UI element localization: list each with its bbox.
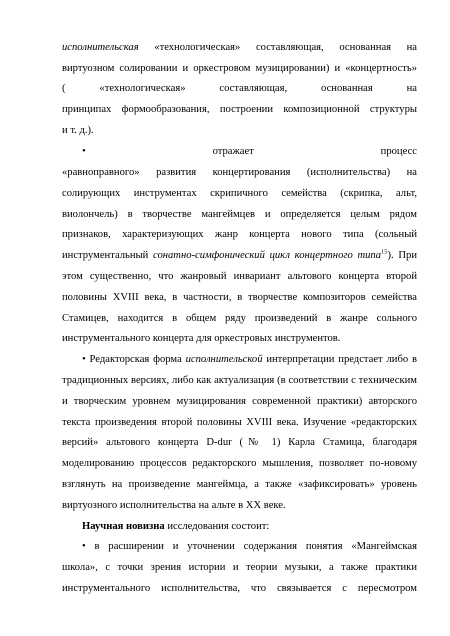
text-line-12: этом существенно, что жанровый инвариант альтового концерта второй xyxy=(62,271,417,282)
text-line-10: признаков, характеризующих жанр концерта нового типа (сольный xyxy=(62,229,417,240)
footnote-ref[interactable]: 15 xyxy=(381,248,388,256)
text-line-21: моделированию процессов редакторского мышления, позволяет по-новому xyxy=(62,458,417,469)
text-line-26: школа», с точки зрения истории и теории музыки, а также практики xyxy=(62,562,417,573)
text-line-8: солирующих инструментах скрипичного семейства (скрипка, альт, xyxy=(62,188,417,199)
text-line-27: инструментального исполнительства, что связывается с пересмотром xyxy=(62,583,417,594)
section-heading: Научная новизна xyxy=(82,521,165,532)
text-line-25: • в расширении и уточнении содержания понятия «Мангеймская xyxy=(82,541,417,552)
text-line-24: Научная новизна исследования состоит: xyxy=(82,521,270,532)
text-line-15: инструментального концерта для оркестровых инструментов. xyxy=(62,333,341,344)
text-line-14: Стамицев, находится в общем ряду произведений в жанре сольного xyxy=(62,313,417,324)
text-line-17: традиционных версиях, либо как актуализация (в соответствии с техническим xyxy=(62,375,417,386)
text-line-22: взглянуть на произведение мангеймца, а также «зафиксировать» уровень xyxy=(62,479,417,490)
text-line-6: • отражает процесс xyxy=(82,146,417,157)
bullet-glyph: • xyxy=(82,146,86,157)
text-line-13: половины XVIII века, в частности, в творчестве композиторов семейства xyxy=(62,292,417,303)
text-line-19: текста произведения второй половины XVIII века. Изучение «редакторских xyxy=(62,417,417,428)
text-line-2: виртуозном солировании и оркестровом музицировании) и «концертность» xyxy=(62,63,417,74)
text-line-23: виртуозного исполнительства на альте в XX веке. xyxy=(62,500,286,511)
text-line-4: принципах формообразования, построении композиционной структуры xyxy=(62,104,417,115)
text-line-11: инструментальный сонатно-симфонический цикл концертного типа$^{15}$). При xyxy=(62,248,418,261)
text-line-7: «равноправного» развития концертирования (исполнительства) на xyxy=(62,167,417,178)
text-line-9: виолончель) в творчестве мангеймцев и определяется целым рядом xyxy=(62,209,417,220)
text-line-18: и творческим уровнем музицирования современной практики) авторского xyxy=(62,396,417,407)
text-line-16: • Редакторская форма исполнительской интерпретации предстает либо в xyxy=(82,354,417,365)
text-line-1: исполнительская «технологическая» составляющая, основанная на xyxy=(62,42,418,53)
text-line-3: ( «технологическая» составляющая, основанная на xyxy=(62,83,418,94)
text-line-5: и т. д.). xyxy=(62,125,94,136)
text-line-20: версий» альтового концерта D-dur (№ 1) Карла Стамица, благодаря xyxy=(62,437,417,448)
